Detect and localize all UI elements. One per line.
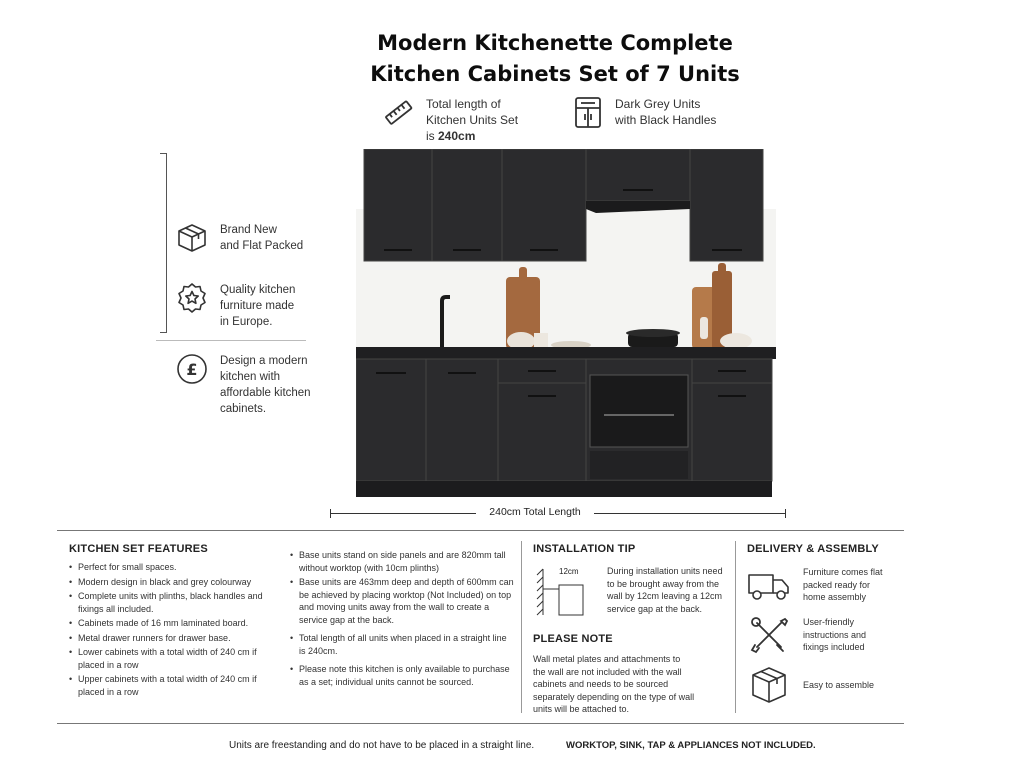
package-icon xyxy=(747,665,791,705)
list-item: • Modern design in black and grey colourway xyxy=(69,576,274,589)
list-item: • Cabinets made of 16 mm laminated board. xyxy=(69,617,274,630)
base-unit-features xyxy=(290,531,515,723)
cabinet-icon xyxy=(573,96,603,130)
gap-label: 12cm xyxy=(559,567,579,576)
list-item: • Metal drawer runners for drawer base. xyxy=(69,632,274,645)
installation-tip xyxy=(533,565,723,617)
feature-2-line-3: in Europe. xyxy=(220,316,273,328)
list-item: • Total length of all units when placed in a straight line is 240cm. xyxy=(290,632,515,657)
list-item: • Please note this kitchen is only available to purchase as a set; individual units cannot be sourced. xyxy=(290,663,515,688)
list-item: • Complete units with plinths, black handles and fixings all included. xyxy=(69,590,274,615)
delivery-item-text: User-friendly instructions and fixings included xyxy=(803,617,867,653)
feature-3-line-1: Design a modern xyxy=(220,355,308,367)
svg-text:£: £ xyxy=(186,360,198,379)
page-title xyxy=(300,28,810,90)
tools-icon xyxy=(747,615,791,655)
pound-icon xyxy=(176,353,208,385)
please-note-text: Wall metal plates and attachments to the wall are not included with the wall cabinets and needs to be sourced separately depending on the type of wall units will be attached to. xyxy=(533,654,695,714)
installation-text: During installation units need to be brought away from the wall by 12cm leaving a 12cm service gap at the back. xyxy=(607,566,723,614)
feature-affordable xyxy=(176,353,311,417)
title-line-1: Modern Kitchenette Complete xyxy=(377,31,733,55)
spec-length-line-1: Total length of xyxy=(426,97,501,111)
delivery-section xyxy=(747,531,902,723)
footer-note-freestanding: Units are freestanding and do not have to be placed in a straight line. xyxy=(229,740,535,751)
delivery-item-text: Easy to assemble xyxy=(803,679,875,690)
feature-quality xyxy=(176,282,295,330)
kitchen-set-features xyxy=(69,531,274,723)
list-item: • Base units are 463mm deep and depth of 600mm can be achieved by placing worktop (Not Included) on top and moving units away from the wall to create a service gap at the back. xyxy=(290,576,515,626)
box-icon xyxy=(176,222,208,254)
spec-length-value: 240cm xyxy=(438,129,476,143)
kitchen-product-image xyxy=(356,149,776,499)
list-item: • Upper cabinets with a total width of 240 cm if placed in a row xyxy=(69,673,274,698)
footer-note-not-included: WORKTOP, SINK, TAP & APPLIANCES NOT INCLUDED. xyxy=(566,740,816,751)
feature-1-line-1: Brand New xyxy=(220,224,277,236)
spec-colour-line-2: with Black Handles xyxy=(615,113,717,127)
info-panel xyxy=(57,530,904,724)
column-divider xyxy=(521,541,522,713)
feature-1-line-2: and Flat Packed xyxy=(220,240,304,252)
feature-3-line-4: cabinets. xyxy=(220,403,267,415)
delivery-item xyxy=(747,565,902,605)
feature-3-line-2: kitchen with xyxy=(220,371,281,383)
delivery-item xyxy=(747,665,902,705)
kitchen-set-heading: KITCHEN SET FEATURES xyxy=(69,543,208,555)
feature-2-line-2: furniture made xyxy=(220,300,295,312)
installation-heading: INSTALLATION TIP xyxy=(533,543,636,555)
feature-separator xyxy=(156,340,306,341)
base-unit-list xyxy=(290,549,515,688)
total-length-label: 240cm Total Length xyxy=(476,506,594,518)
column-divider xyxy=(735,541,736,713)
ruler-icon xyxy=(384,96,414,130)
list-item: • Base units stand on side panels and are 820mm tall without worktop (with 10cm plinths) xyxy=(290,549,515,574)
feature-3-line-3: affordable kitchen xyxy=(220,387,311,399)
installation-section xyxy=(533,531,723,723)
side-divider-line xyxy=(166,153,167,333)
feature-flat-packed xyxy=(176,222,303,254)
delivery-item xyxy=(747,615,902,655)
delivery-heading: DELIVERY & ASSEMBLY xyxy=(747,543,879,555)
spec-length xyxy=(384,96,518,144)
title-line-2: Kitchen Cabinets Set of 7 Units xyxy=(370,62,740,86)
delivery-item-text: Furniture comes flat packed ready for home assembly xyxy=(803,567,883,603)
star-badge-icon xyxy=(176,282,208,314)
kitchen-set-list xyxy=(69,561,274,698)
spec-colour xyxy=(573,96,716,130)
spec-length-line-2: Kitchen Units Set xyxy=(426,113,519,127)
spec-colour-line-1: Dark Grey Units xyxy=(615,97,701,111)
list-item: • Lower cabinets with a total width of 240 cm if placed in a row xyxy=(69,646,274,671)
feature-2-line-1: Quality kitchen xyxy=(220,284,296,296)
spec-length-line-3: is 240cm xyxy=(426,129,476,143)
truck-icon xyxy=(747,565,791,605)
list-item: • Perfect for small spaces. xyxy=(69,561,274,574)
please-note-heading: PLEASE NOTE xyxy=(533,633,613,645)
